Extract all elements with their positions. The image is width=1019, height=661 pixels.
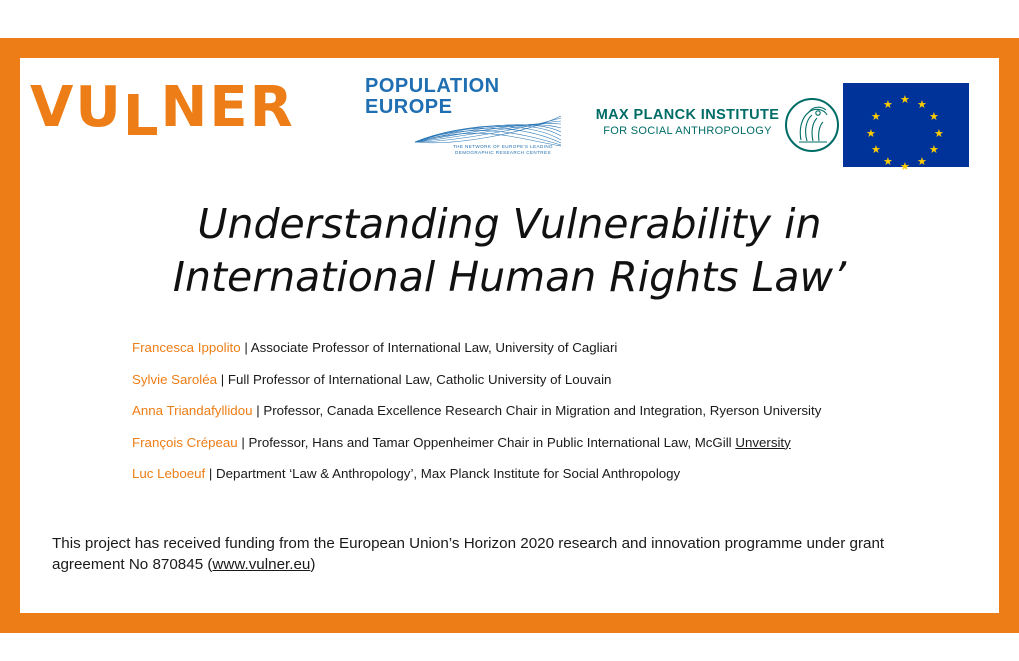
author-separator: | [217,371,228,387]
population-europe-logo [365,76,565,161]
funding-text-before: This project has received funding from the European Union’s Horizon 2020 research and innovation programme under grant agreement No 870845 ( [52,535,885,573]
max-planck-seal-icon [785,98,839,152]
vulner-logo-part2: NER [160,75,295,140]
list-item [132,466,962,482]
logo-row [20,58,999,178]
page-title [20,198,999,304]
population-europe-tagline: THE NETWORK OF EUROPE'S LEADING DEMOGRAPHIC RESEARCH CENTRES [452,144,554,155]
population-europe-line1: POPULATION [365,75,500,97]
page-title-line2: International Human Rights Law’ [172,253,847,301]
population-europe-line2: EUROPE [365,96,453,118]
list-item [132,403,962,419]
author-affiliation: Professor, Hans and Tamar Oppenheimer Chair in Public International Law, McGill [248,434,736,450]
max-planck-line1: MAX PLANCK INSTITUTE [595,107,780,123]
funding-text-after: ) [310,556,316,573]
vulner-logo [30,75,295,149]
author-name: Anna Triandafyllidou [132,403,253,418]
vulner-website-link[interactable]: www.vulner.eu [212,556,311,573]
page-title-line1: Understanding Vulnerability in [197,200,822,248]
list-item [132,372,962,388]
max-planck-logo [595,98,845,158]
max-planck-text [595,107,780,138]
author-name: Luc Leboeuf [132,466,206,481]
author-affiliation: Full Professor of International Law, Catholic University of Louvain [227,371,612,387]
author-affiliation: Professor, Canada Excellence Research Chair in Migration and Integration, Ryerson University [263,403,822,418]
author-affiliation: Department ‘Law & Anthropology’, Max Planck Institute for Social Anthropology [216,466,681,481]
author-affiliation: Associate Professor of International Law, University of Cagliari [250,340,618,355]
author-name: François Crépeau [132,434,238,450]
vulner-logo-part1: VU [30,75,123,140]
author-separator: | [252,403,264,418]
vulner-logo-dropped-letter: L [122,84,161,149]
slide-border [0,38,1019,633]
author-list [132,340,962,498]
author-affiliation-underlined: Unversity [735,434,791,450]
max-planck-line2: FOR SOCIAL ANTHROPOLOGY [603,125,772,137]
list-item [132,340,962,356]
author-name: Francesca Ippolito [132,340,241,355]
population-europe-fan-icon [413,112,563,148]
author-separator: | [237,434,249,450]
author-name: Sylvie Saroléa [132,371,217,387]
author-separator: | [205,466,217,481]
european-union-flag: ★ ★ ★ ★ ★ ★ ★ ★ ★ ★ ★ ★ [843,83,969,167]
funding-statement [52,533,932,575]
slide-content [20,58,999,613]
list-item [132,435,962,451]
author-separator: | [240,340,251,355]
